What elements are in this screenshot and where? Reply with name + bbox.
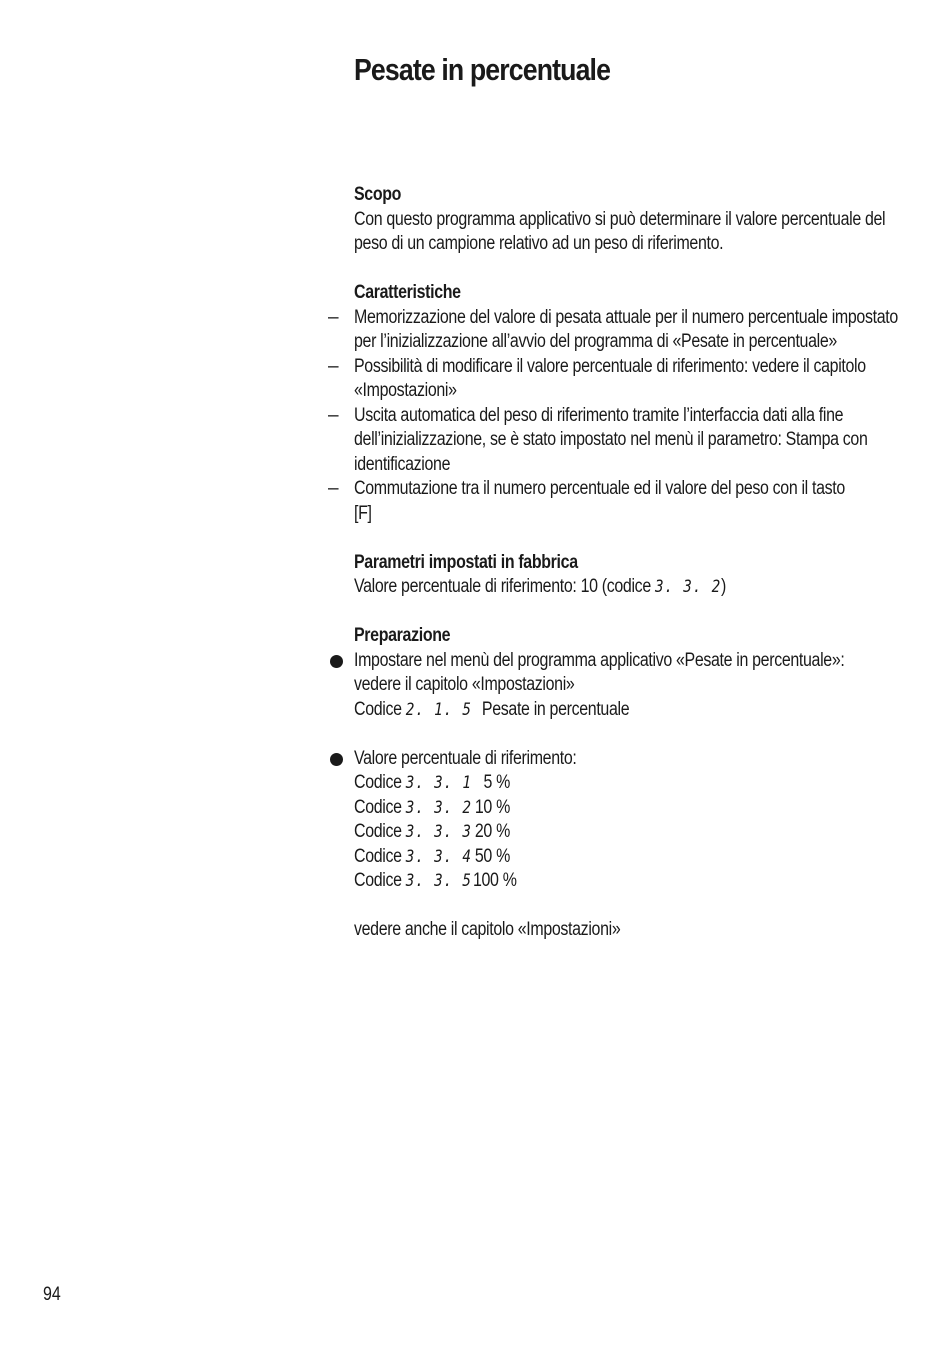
percent-value: 10 % (474, 796, 510, 818)
list-item-line: Commutazione tra il numero percentuale ed il valore del peso con il tasto (354, 478, 845, 499)
dash-bullet-icon: – (328, 404, 339, 426)
step-line: Valore percentuale di riferimento: (354, 747, 577, 769)
step-line: vedere il capitolo «Impostazioni» (354, 674, 575, 695)
code-label: Codice (354, 821, 402, 842)
display-code: 2. 1. 5 (405, 699, 472, 720)
parametri-heading: Parametri impostati in fabbrica (354, 551, 578, 573)
display-code: 3. 3. 4 (405, 846, 472, 867)
page-number: 94 (43, 1284, 61, 1305)
spacer (354, 894, 914, 919)
section-scopo (354, 183, 914, 257)
percent-value: 5 % (483, 772, 510, 793)
see-also-text: vedere anche il capitolo «Impostazioni» (354, 919, 621, 940)
list-item-line: [F] (354, 502, 372, 524)
parametri-text-end: ) (721, 576, 727, 597)
list-item-line: per l’inizializzazione all’avvio del programma di «Pesate in percentuale» (354, 331, 837, 352)
list-item-line: Memorizzazione del valore di pesata attuale per il numero percentuale impostato (354, 306, 898, 328)
preparazione-heading: Preparazione (354, 625, 451, 646)
list-item-line: identificazione (354, 453, 451, 475)
list-item-line: dell’inizializzazione, se è stato impostato nel menù il parametro: Stampa con (354, 429, 868, 450)
section-caratteristiche (328, 281, 914, 526)
list-item-line: Uscita automatica del peso di riferimento tramite l’interfaccia dati alla fine (354, 404, 844, 426)
code-row (354, 796, 824, 821)
code-row (354, 869, 824, 894)
code-row (354, 845, 824, 870)
dash-bullet-icon: – (328, 306, 339, 328)
display-code: 3. 3. 2 (654, 577, 722, 597)
code-label: Codice (354, 772, 402, 793)
display-code: 3. 3. 1 (405, 773, 472, 793)
code-row (354, 820, 824, 845)
code-label: Codice (354, 870, 402, 891)
code-label: Codice (354, 698, 402, 720)
parametri-line (354, 575, 824, 600)
display-code: 3. 3. 5 (405, 871, 472, 891)
parametri-text: Valore percentuale di riferimento: 10 (codice (354, 576, 655, 597)
step-line: Impostare nel menù del programma applicativo «Pesate in percentuale»: (354, 649, 845, 671)
list-item-line: Possibilità di modificare il valore percentuale di riferimento: vedere il capitolo (354, 355, 866, 377)
section-preparazione (354, 624, 914, 943)
percent-value: 50 % (474, 845, 510, 867)
caratteristiche-heading: Caratteristiche (354, 282, 461, 303)
bullet-dot-icon (330, 655, 343, 668)
dash-bullet-icon: – (328, 478, 339, 499)
scopo-line: peso di un campione relativo ad un peso di riferimento. (354, 233, 724, 254)
section-parametri (354, 551, 914, 600)
spacer (354, 722, 914, 747)
code-label: Codice (354, 796, 402, 818)
document-body (328, 183, 914, 967)
code-row (354, 698, 824, 723)
list-item (328, 306, 914, 355)
dash-bullet-icon: – (328, 355, 339, 377)
scopo-line: Con questo programma applicativo si può determinare il valore percentuale del (354, 208, 886, 230)
percent-value: 100 % (472, 870, 517, 891)
list-item-line: «Impostazioni» (354, 380, 457, 401)
page-title: Pesate in percentuale (354, 52, 611, 87)
percent-value: 20 % (474, 821, 510, 842)
code-row (354, 771, 824, 796)
bullet-dot-icon (330, 753, 343, 766)
display-code: 3. 3. 3 (405, 822, 472, 842)
step-item (354, 649, 914, 723)
step-item (354, 747, 914, 894)
display-code: 3. 3. 2 (405, 797, 472, 818)
code-label: Codice (354, 845, 402, 867)
list-item (328, 477, 914, 526)
scopo-heading: Scopo (354, 184, 402, 205)
code-description: Pesate in percentuale (481, 698, 630, 720)
list-item (328, 355, 914, 404)
list-item (328, 404, 914, 478)
